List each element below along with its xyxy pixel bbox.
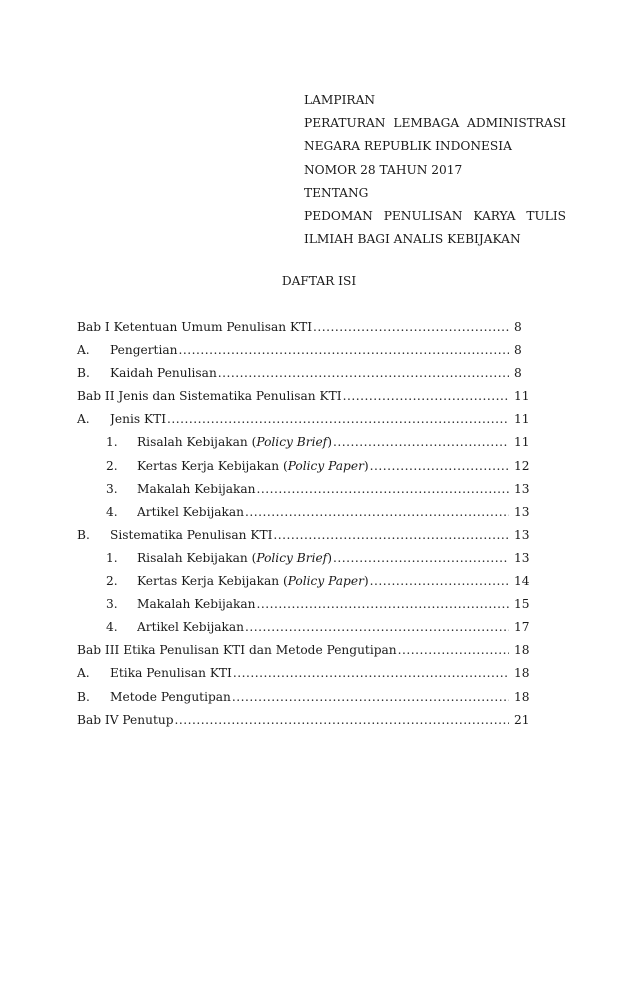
toc-entry-label bbox=[137, 433, 332, 451]
toc-entry-text: Kertas Kerja Kebijakan ( bbox=[137, 574, 288, 589]
dot-leader bbox=[343, 387, 509, 405]
toc-entry[interactable] bbox=[77, 341, 531, 364]
toc-entry-title bbox=[110, 526, 509, 544]
toc-entry-label bbox=[77, 318, 312, 336]
toc-entry-label bbox=[110, 526, 272, 544]
dot-leader bbox=[167, 410, 509, 428]
toc-entry-title bbox=[110, 664, 509, 682]
dot-leader bbox=[398, 641, 509, 659]
toc-entry[interactable] bbox=[77, 387, 531, 410]
toc-entry-title bbox=[137, 433, 509, 451]
toc-entry[interactable] bbox=[77, 480, 531, 503]
header-line: LAMPIRAN bbox=[304, 93, 376, 107]
toc-entry-number: 2. bbox=[106, 574, 118, 589]
toc-entry-text: Bab I Ketentuan Umum Penulisan KTI bbox=[77, 320, 313, 334]
toc-page-number: 8 bbox=[514, 366, 522, 381]
toc-entry-title bbox=[110, 341, 509, 359]
toc-entry[interactable] bbox=[77, 664, 531, 687]
toc-page-number: 12 bbox=[514, 458, 530, 473]
toc-entry-label bbox=[110, 664, 232, 682]
toc-entry-number: 1. bbox=[106, 435, 118, 450]
header-line: ILMIAH BAGI ANALIS KEBIJAKAN bbox=[304, 232, 521, 247]
toc-entry-title bbox=[110, 688, 509, 706]
dot-leader bbox=[333, 549, 509, 567]
header-line: PERATURAN LEMBAGA ADMINISTRASI bbox=[304, 116, 566, 131]
toc-entry-suffix: ) bbox=[327, 550, 332, 565]
dot-leader bbox=[313, 318, 509, 336]
dot-leader bbox=[245, 618, 509, 636]
toc-entry-title bbox=[137, 480, 509, 498]
toc-entry-number: B. bbox=[77, 366, 90, 381]
toc-page-number: 8 bbox=[514, 343, 522, 358]
toc-entry-number: 3. bbox=[106, 597, 118, 612]
dot-leader bbox=[175, 711, 510, 729]
toc-entry-number: A. bbox=[77, 666, 90, 681]
toc-page-number: 18 bbox=[514, 666, 530, 681]
toc-entry-text: Bab II Jenis dan Sistematika Penulisan KTI bbox=[77, 389, 342, 404]
toc-entry-number: 2. bbox=[106, 458, 118, 473]
toc-entry-text: Artikel Kebijakan bbox=[137, 504, 245, 519]
toc-entry-italic: Policy Paper bbox=[287, 574, 364, 589]
toc-entry-title bbox=[77, 387, 509, 405]
toc-entry-title bbox=[137, 457, 509, 475]
toc-entry-title bbox=[77, 641, 509, 659]
toc-entry-label bbox=[137, 549, 332, 567]
toc-entry-text: Kaidah Penulisan bbox=[110, 366, 217, 381]
dot-leader bbox=[370, 457, 509, 475]
dot-leader bbox=[232, 688, 509, 706]
toc-entry-number: 4. bbox=[106, 620, 118, 635]
toc-page-number: 11 bbox=[514, 435, 530, 450]
toc-entry-title bbox=[110, 410, 509, 428]
dot-leader bbox=[218, 364, 509, 382]
toc-page-number: 18 bbox=[514, 643, 530, 658]
toc-entry-label bbox=[137, 595, 256, 613]
toc-entry-italic: Policy Brief bbox=[256, 435, 328, 450]
toc-entry[interactable] bbox=[77, 318, 531, 341]
toc-entry-title bbox=[137, 572, 509, 590]
toc-page-number: 11 bbox=[514, 389, 530, 404]
toc-entry-title bbox=[77, 711, 509, 729]
toc-entry-number: A. bbox=[77, 343, 90, 358]
toc-entry-suffix: ) bbox=[327, 435, 332, 450]
toc-page-number: 17 bbox=[514, 620, 530, 635]
toc-entry-text: Etika Penulisan KTI bbox=[110, 666, 232, 681]
toc-entry-label bbox=[77, 641, 397, 659]
toc-page-number: 8 bbox=[514, 320, 522, 334]
toc-entry-text: Bab III Etika Penulisan KTI dan Metode Pengutipan bbox=[77, 643, 397, 658]
toc-page-number: 13 bbox=[514, 481, 530, 496]
toc-entry-title bbox=[137, 618, 509, 636]
toc-entry-label bbox=[110, 410, 166, 428]
toc-entry-text: Risalah Kebijakan ( bbox=[137, 550, 257, 565]
toc-entry[interactable] bbox=[77, 711, 531, 734]
toc-entry-italic: Policy Brief bbox=[256, 550, 328, 565]
header-line: PEDOMAN PENULISAN KARYA TULIS bbox=[304, 208, 566, 223]
toc-entry-text: Risalah Kebijakan ( bbox=[137, 435, 257, 450]
toc-entry-title bbox=[137, 595, 509, 613]
toc-entry-label bbox=[110, 364, 217, 382]
dot-leader bbox=[273, 526, 509, 544]
toc-entry-label bbox=[137, 572, 369, 590]
toc-entry[interactable] bbox=[77, 457, 531, 480]
header-line: NEGARA REPUBLIK INDONESIA bbox=[304, 139, 512, 154]
toc-entry-label bbox=[77, 387, 342, 405]
toc-entry-label bbox=[137, 618, 244, 636]
lampiran-header bbox=[304, 91, 566, 253]
toc-entry-label bbox=[77, 711, 174, 729]
toc-entry-text: Kertas Kerja Kebijakan ( bbox=[137, 458, 288, 473]
toc-entry-text: Makalah Kebijakan bbox=[137, 597, 256, 612]
toc-page-number: 13 bbox=[514, 550, 530, 565]
toc-entry-number: B. bbox=[77, 689, 90, 704]
toc-entry[interactable] bbox=[77, 572, 531, 595]
toc-page-number: 14 bbox=[514, 574, 530, 589]
toc-entry[interactable] bbox=[77, 503, 531, 526]
table-of-contents bbox=[77, 318, 531, 734]
toc-entry-title bbox=[137, 549, 509, 567]
dot-leader bbox=[233, 664, 509, 682]
toc-entry-label bbox=[137, 503, 244, 521]
toc-entry-suffix: ) bbox=[363, 458, 369, 473]
toc-entry-number: 1. bbox=[106, 550, 118, 565]
toc-entry-text: Artikel Kebijakan bbox=[137, 620, 245, 635]
toc-title: DAFTAR ISI bbox=[281, 274, 357, 288]
dot-leader bbox=[178, 341, 509, 359]
toc-entry-text: Makalah Kebijakan bbox=[137, 481, 256, 496]
toc-entry[interactable] bbox=[77, 526, 531, 549]
dot-leader bbox=[257, 480, 509, 498]
toc-entry-title bbox=[110, 364, 509, 382]
toc-entry[interactable] bbox=[77, 618, 531, 641]
header-line: TENTANG bbox=[304, 185, 369, 200]
toc-page-number: 13 bbox=[514, 527, 530, 542]
toc-entry-label bbox=[110, 688, 231, 706]
toc-page-number: 18 bbox=[514, 689, 530, 704]
toc-entry[interactable] bbox=[77, 688, 531, 711]
toc-page-number: 13 bbox=[514, 504, 530, 519]
toc-entry[interactable] bbox=[77, 433, 531, 456]
toc-entry-number: A. bbox=[77, 412, 90, 427]
toc-entry-number: B. bbox=[77, 527, 90, 542]
toc-entry-number: 4. bbox=[106, 504, 118, 519]
toc-entry-label bbox=[137, 457, 369, 475]
toc-entry-label bbox=[137, 480, 256, 498]
dot-leader bbox=[245, 503, 509, 521]
toc-entry[interactable] bbox=[77, 549, 531, 572]
toc-entry-number: 3. bbox=[106, 481, 118, 496]
toc-page-number: 15 bbox=[514, 597, 530, 612]
toc-entry-italic: Policy Paper bbox=[287, 458, 364, 473]
toc-entry[interactable] bbox=[77, 595, 531, 618]
toc-entry-text: Jenis KTI bbox=[110, 412, 167, 427]
dot-leader bbox=[257, 595, 509, 613]
toc-entry-label bbox=[110, 341, 177, 359]
toc-entry[interactable] bbox=[77, 410, 531, 433]
toc-page-number: 21 bbox=[514, 712, 530, 727]
toc-entry-title bbox=[77, 318, 509, 336]
toc-entry-text: Pengertian bbox=[110, 343, 178, 358]
toc-entry-suffix: ) bbox=[363, 574, 369, 589]
toc-entry-text: Bab IV Penutup bbox=[77, 712, 174, 727]
toc-entry-text: Sistematika Penulisan KTI bbox=[110, 527, 273, 542]
dot-leader bbox=[370, 572, 509, 590]
toc-entry[interactable] bbox=[77, 641, 531, 664]
header-line: NOMOR 28 TAHUN 2017 bbox=[304, 162, 463, 177]
dot-leader bbox=[333, 433, 509, 451]
toc-entry-title bbox=[137, 503, 509, 521]
toc-entry[interactable] bbox=[77, 364, 531, 387]
toc-page-number: 11 bbox=[514, 412, 530, 427]
toc-entry-text: Metode Pengutipan bbox=[110, 689, 231, 704]
